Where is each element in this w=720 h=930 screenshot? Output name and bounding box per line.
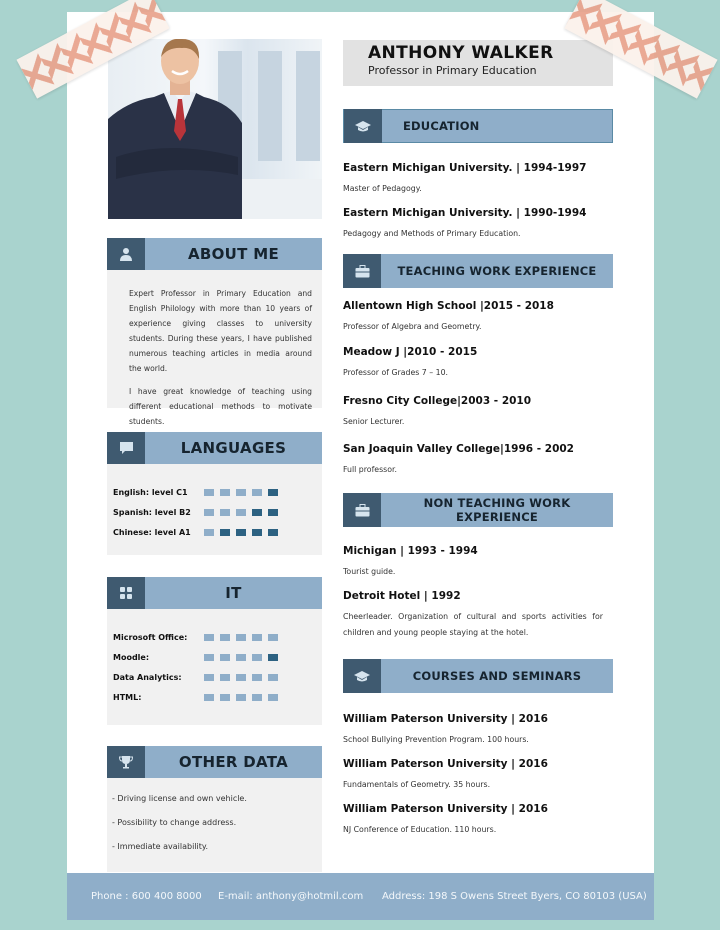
other-data-list [107,778,322,866]
entry-detail: Professor of Algebra and Geometry. [343,322,482,331]
skill-label: English: level C1 [113,487,188,497]
resume-page [67,12,654,920]
skill-level-square [220,489,230,496]
chat-bubble-icon [107,432,145,464]
skill-label: Spanish: level B2 [113,507,191,517]
other-data-title: OTHER DATA [178,753,289,771]
contact-footer [67,873,654,920]
education-header [343,109,613,143]
profile-photo [108,39,322,219]
skill-label: Moodle: [113,652,150,662]
it-header [107,577,322,609]
skill-level-square [268,694,278,701]
skill-level-square [204,489,214,496]
skill-level-square [220,694,230,701]
entry-heading: Eastern Michigan University. | 1994-1997 [343,162,587,174]
about-header [107,238,322,270]
other-data-header [107,746,322,778]
entry-detail: Senior Lecturer. [343,417,405,426]
skill-level-indicator [204,694,284,701]
skill-label: Data Analytics: [113,672,182,682]
entry-detail: Professor of Grades 7 – 10. [343,368,449,377]
skill-row [113,647,322,667]
about-title: ABOUT ME [187,245,279,263]
education-entry [343,162,603,197]
skill-level-square [204,694,214,701]
skill-label: Microsoft Office: [113,632,188,642]
footer-email: E-mail: anthony@hotmil.com [218,891,364,902]
skill-level-square [220,674,230,681]
entry-heading: William Paterson University | 2016 [343,758,548,770]
skill-level-square [236,694,246,701]
footer-phone: Phone : 600 400 8000 [91,891,202,902]
skill-level-square [236,634,246,641]
skill-level-square [220,634,230,641]
graduation-cap-icon [343,659,381,693]
skill-level-square [252,694,262,701]
teaching-entry [343,346,603,381]
it-section [107,577,322,725]
person-name: ANTHONY WALKER [368,43,554,63]
skill-row [113,482,322,502]
entry-heading: Detroit Hotel | 1992 [343,590,461,602]
other-data-item: - Possibility to change address. [112,818,237,827]
courses-title: COURSES AND SEMINARS [412,669,582,683]
entry-detail: Full professor. [343,465,397,474]
other-data-item: - Immediate availability. [112,842,209,851]
skill-level-square [204,509,214,516]
languages-list [107,464,322,542]
entry-heading: Michigan | 1993 - 1994 [343,545,478,557]
skill-level-square [236,489,246,496]
skill-row [113,687,322,707]
nonteaching-title: NON TEACHING WORK EXPERIENCE [423,496,571,524]
skill-level-square [268,509,278,516]
skill-level-square [252,654,262,661]
entry-detail: School Bullying Prevention Program. 100 hours. [343,735,529,744]
skill-level-square [252,509,262,516]
it-list [107,609,322,707]
skill-level-square [268,634,278,641]
entry-heading: Fresno City College|2003 - 2010 [343,395,532,407]
skill-label: Chinese: level A1 [113,527,191,537]
teaching-header [343,254,613,288]
skill-level-indicator [204,634,284,641]
nonteaching-entry [343,545,603,580]
skill-level-square [252,489,262,496]
skill-level-square [236,529,246,536]
graduation-cap-icon [344,109,382,143]
skill-level-square [252,674,262,681]
skill-row [113,667,322,687]
entry-heading: William Paterson University | 2016 [343,713,548,725]
skill-level-square [268,489,278,496]
courses-header [343,659,613,693]
skill-level-indicator [204,674,284,681]
about-text [107,270,322,439]
briefcase-icon [343,493,381,527]
skill-level-square [252,634,262,641]
trophy-icon [107,746,145,778]
skill-level-square [252,529,262,536]
skill-row [113,627,322,647]
skill-row [113,502,322,522]
skill-level-square [268,654,278,661]
about-section [107,238,322,426]
other-data-item: - Driving license and own vehicle. [112,794,247,803]
skill-level-square [204,674,214,681]
teaching-entry [343,300,603,335]
person-role: Professor in Primary Education [368,64,537,77]
entry-detail: Master of Pedagogy. [343,184,422,193]
education-entry [343,207,603,242]
entry-detail: NJ Conference of Education. 110 hours. [343,825,497,834]
entry-heading: Allentown High School |2015 - 2018 [343,300,554,312]
skill-level-square [236,654,246,661]
languages-header [107,432,322,464]
entry-detail: Pedagogy and Methods of Primary Education. [343,229,521,238]
skill-level-square [236,674,246,681]
grid-icon [107,577,145,609]
entry-heading: William Paterson University | 2016 [343,803,548,815]
skill-level-square [204,654,214,661]
it-title: IT [225,584,242,602]
entry-detail: Cheerleader. Organization of cultural and sports activities for children and young people staying at the hotel. [343,612,603,637]
skill-level-square [220,509,230,516]
about-paragraph: Expert Professor in Primary Education and English Philology with more than 10 years of experience giving classes to university students. During these years, I have published numerous teaching articles in media around the world. [129,289,312,373]
teaching-entry [343,443,603,478]
other-data-section [107,746,322,872]
education-title: EDUCATION [403,119,480,133]
skill-level-square [268,674,278,681]
nonteaching-entry [343,590,603,641]
teaching-entry [343,395,603,430]
about-paragraph: I have great knowledge of teaching using different educational methods to motivate students. [129,387,312,426]
skill-row [113,522,322,542]
skill-level-square [220,529,230,536]
entry-heading: Eastern Michigan University. | 1990-1994 [343,207,587,219]
skill-level-indicator [204,529,284,536]
skill-level-square [220,654,230,661]
briefcase-icon [343,254,381,288]
skill-level-square [236,509,246,516]
person-icon [107,238,145,270]
languages-title: LANGUAGES [180,439,287,457]
name-block [343,40,613,86]
skill-level-indicator [204,509,284,516]
entry-heading: San Joaquin Valley College|1996 - 2002 [343,443,574,455]
course-entry [343,713,603,748]
entry-heading: Meadow J |2010 - 2015 [343,346,478,358]
footer-address: Address: 198 S Owens Street Byers, CO 80103 (USA) [382,891,647,902]
entry-detail: Fundamentals of Geometry. 35 hours. [343,780,491,789]
course-entry [343,803,603,838]
languages-section [107,432,322,555]
skill-label: HTML: [113,692,142,702]
skill-level-indicator [204,489,284,496]
course-entry [343,758,603,793]
nonteaching-header [343,493,613,527]
skill-level-indicator [204,654,284,661]
teaching-title: TEACHING WORK EXPERIENCE [397,264,597,278]
skill-level-square [204,529,214,536]
skill-level-square [268,529,278,536]
entry-detail: Tourist guide. [343,567,396,576]
skill-level-square [204,634,214,641]
